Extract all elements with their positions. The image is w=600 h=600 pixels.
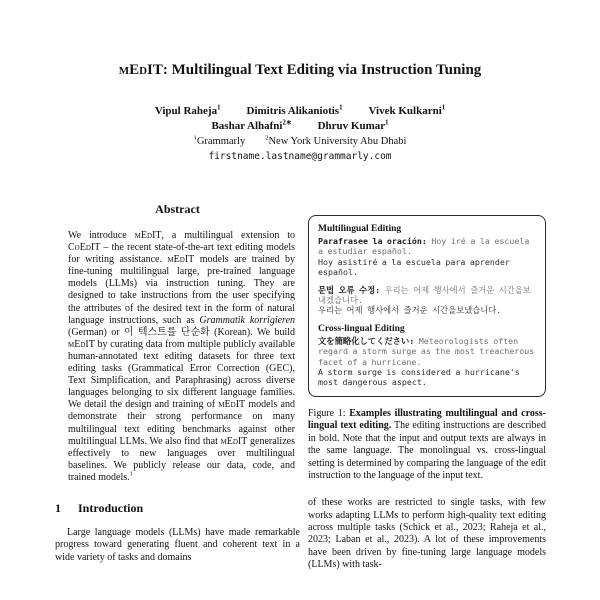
introduction-paragraph: Large language models (LLMs) have made remarkable progress toward generating fluent and coherent text in a wide variety of tasks and domains [55, 526, 300, 563]
example-spanish-input [318, 236, 536, 257]
affiliation-name: Grammarly [196, 136, 246, 147]
affiliation-name: New York University Abu Dhabi [268, 136, 407, 147]
author-row-2 [0, 119, 600, 134]
source-text: Hoy iré a la escuela a estudiar español. [318, 236, 530, 257]
paper-title: mEdIT: Multilingual Text Editing via Instruction Tuning [118, 62, 482, 78]
author-affiliation-mark: 1 [217, 104, 221, 112]
author-name [318, 119, 389, 134]
source-text: Meteorologists often regard a storm surge as the most treacherous facet of a hurricane. [318, 335, 535, 367]
author-name-text: Vipul Raheja [154, 105, 218, 117]
abstract-heading: Abstract [155, 202, 200, 216]
author-name [211, 119, 291, 134]
author-block [0, 104, 600, 134]
edit-instruction: 文を簡略化してください: [318, 335, 415, 346]
affiliation-nyuad [265, 136, 406, 147]
author-affiliation-mark: 1 [385, 119, 389, 127]
author-name-text: Bashar Alhafni [211, 120, 283, 132]
affiliation-grammarly [194, 136, 246, 147]
section-title: Introduction [78, 500, 144, 515]
affiliation-sup: 1 [193, 134, 197, 142]
edit-instruction: Parafrasee la oración: [318, 236, 427, 246]
example-korean-output: 우리는 어제 행사에서 즐거운 시간을보냈습니다. [318, 305, 502, 316]
example-japanese-input [318, 336, 536, 367]
intro-continued-paragraph: of these works are restricted to single tasks, with few works adapting LLMs to perform high-quality text editing across multiple tasks (Schick et al., 2023; Raheja et al., 2023; Laban et al., 2023). A lot of these improvements have been driven by fine-tuning large language models (LLMs) with task- [308, 497, 546, 570]
author-row-1 [0, 104, 600, 119]
contact-email: firstname.lastname@grammarly.com [208, 151, 392, 162]
abstract-text: We introduce mEdIT, a multilingual extension to CoEdIT – the recent state-of-the-art text editing models for writing assistance. mEdIT models are trained by fine-tuning multilingual large, pre-trained language models (LLMs) via instruction tuning. They are designed to take instructions from the user specifying the attributes of the desired text in the form of natural language instructions, such as Grammatik korrigieren (German) or 이 텍스트를 단순화 (Korean). We build mEdIT by curating data from multiple publicly available human-annotated text editing datasets for three text editing tasks (Grammatical Error Correction (GEC), Text Simplification, and Paraphrasing) across diverse languages belonging to six different language families. We detail the design and training of mEdIT models and demonstrate their strong performance on many multilingual text editing benchmarks against other multilingual LLMs. We also find that mEdIT generalizes effectively to new languages over multilingual baselines. We publicly release our data, code, and trained models.$^1$ [68, 230, 296, 483]
author-affiliation-mark: 1 [441, 104, 446, 112]
example-japanese-output: A storm surge is considered a hurricane's most dangerous aspect. [318, 367, 520, 388]
author-name [247, 104, 343, 119]
author-name-text: Dhruv Kumar [317, 120, 386, 132]
author-affiliation-mark: 2∗ [282, 119, 292, 127]
example-spanish-output: Hoy asistiré a la escuela para aprender español. [318, 256, 510, 278]
author-name-text: Dimitris Alikaniotis [246, 105, 340, 117]
edit-instruction: 문법 오류 수정: [318, 284, 381, 295]
figure1-examples-box [308, 215, 546, 397]
author-name-text: Vivek Kulkarni [368, 105, 442, 117]
multilingual-editing-heading: Multilingual Editing [318, 224, 402, 234]
section-heading-introduction [55, 501, 300, 516]
left-column [55, 197, 300, 564]
author-name [155, 104, 221, 119]
crosslingual-editing-heading: Cross-lingual Editing [318, 323, 405, 334]
section-number: 1 [55, 500, 61, 515]
right-column [308, 197, 546, 571]
author-affiliation-mark: 1 [339, 104, 343, 112]
author-name [369, 104, 446, 119]
affiliations-line [0, 136, 600, 147]
example-korean-input [318, 285, 536, 306]
source-text: 우리는 어제 행사에서 즐거운 시간을보내겠습니다. [318, 284, 531, 306]
figure1-caption: Figure 1: Examples illustrating multilingual and cross-lingual text editing. The editing instructions are described in bold. Note that the input and output texts are always in the same language. The monolingual vs. cross-lingual setting is determined by comparing the language of the edit instruction to the language of the input text. [308, 407, 546, 481]
affiliation-sup: 2 [265, 134, 269, 142]
